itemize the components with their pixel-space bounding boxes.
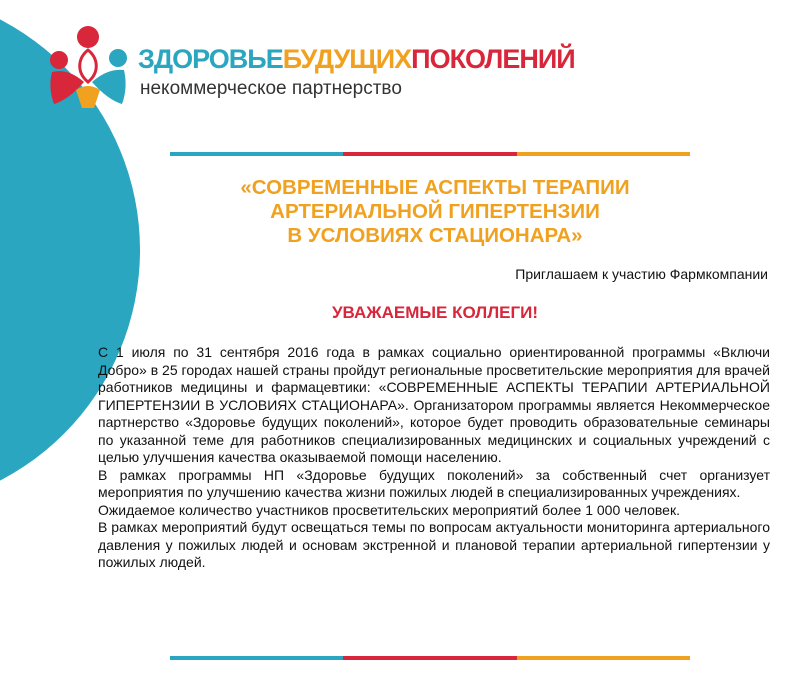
family-people-icon bbox=[48, 24, 128, 108]
document-title bbox=[100, 176, 770, 248]
body-paragraph: В рамках мероприятий будут освещаться темы по вопросам актуальности мониторинга артериального давления у пожилых людей и основам экстренной и плановой терапии артериальной гипертензии у пожилых людей. bbox=[98, 519, 770, 570]
org-name-word-1: ЗДОРОВЬЕ bbox=[138, 44, 283, 74]
body-paragraph: С 1 июля по 31 сентября 2016 года в рамках социально ориентированной программы «Включи Добро» в 25 городах нашей страны пройдут региональные просветительские мероприятия для врачей работников медицины и фармацевтики: «СОВРЕМЕННЫЕ АСПЕКТЫ ТЕРАПИИ АРТЕРИАЛЬНОЙ ГИПЕРТЕНЗИИ В УСЛОВИЯХ СТАЦИОНАРА». Организатором программы является Некоммерческое партнерство «Здоровье будущих поколений», которое будет проводить образовательные семинары по указанной теме для работников специализированных медицинских и социальных учреждений с целью улучшения качества оказываемой помощи населению. bbox=[98, 344, 770, 465]
logo-text bbox=[138, 44, 575, 100]
invitation-text: Приглашаем к участию Фармкомпании bbox=[515, 266, 768, 282]
organization-name bbox=[138, 44, 575, 74]
divider-top bbox=[170, 152, 690, 156]
title-line: АРТЕРИАЛЬНОЙ ГИПЕРТЕНЗИИ bbox=[270, 200, 600, 223]
body-paragraph: В рамках программы НП «Здоровье будущих поколений» за собственный счет организует мероприятия по улучшению качества жизни пожилых людей в специализированных учреждениях. bbox=[98, 466, 770, 500]
body-paragraph: Ожидаемое количество участников просветительских мероприятий более 1 000 человек. bbox=[98, 501, 680, 518]
body-text bbox=[98, 344, 770, 572]
organization-subtitle: некоммерческое партнерство bbox=[140, 78, 402, 99]
title-line: В УСЛОВИЯХ СТАЦИОНАРА» bbox=[287, 224, 583, 247]
divider-bottom bbox=[170, 656, 690, 660]
org-name-word-3: ПОКОЛЕНИЙ bbox=[411, 44, 575, 74]
greeting-heading: УВАЖАЕМЫЕ КОЛЛЕГИ! bbox=[331, 303, 539, 322]
title-line: «СОВРЕМЕННЫЕ АСПЕКТЫ ТЕРАПИИ bbox=[240, 176, 630, 199]
org-name-word-2: БУДУЩИХ bbox=[282, 44, 412, 74]
